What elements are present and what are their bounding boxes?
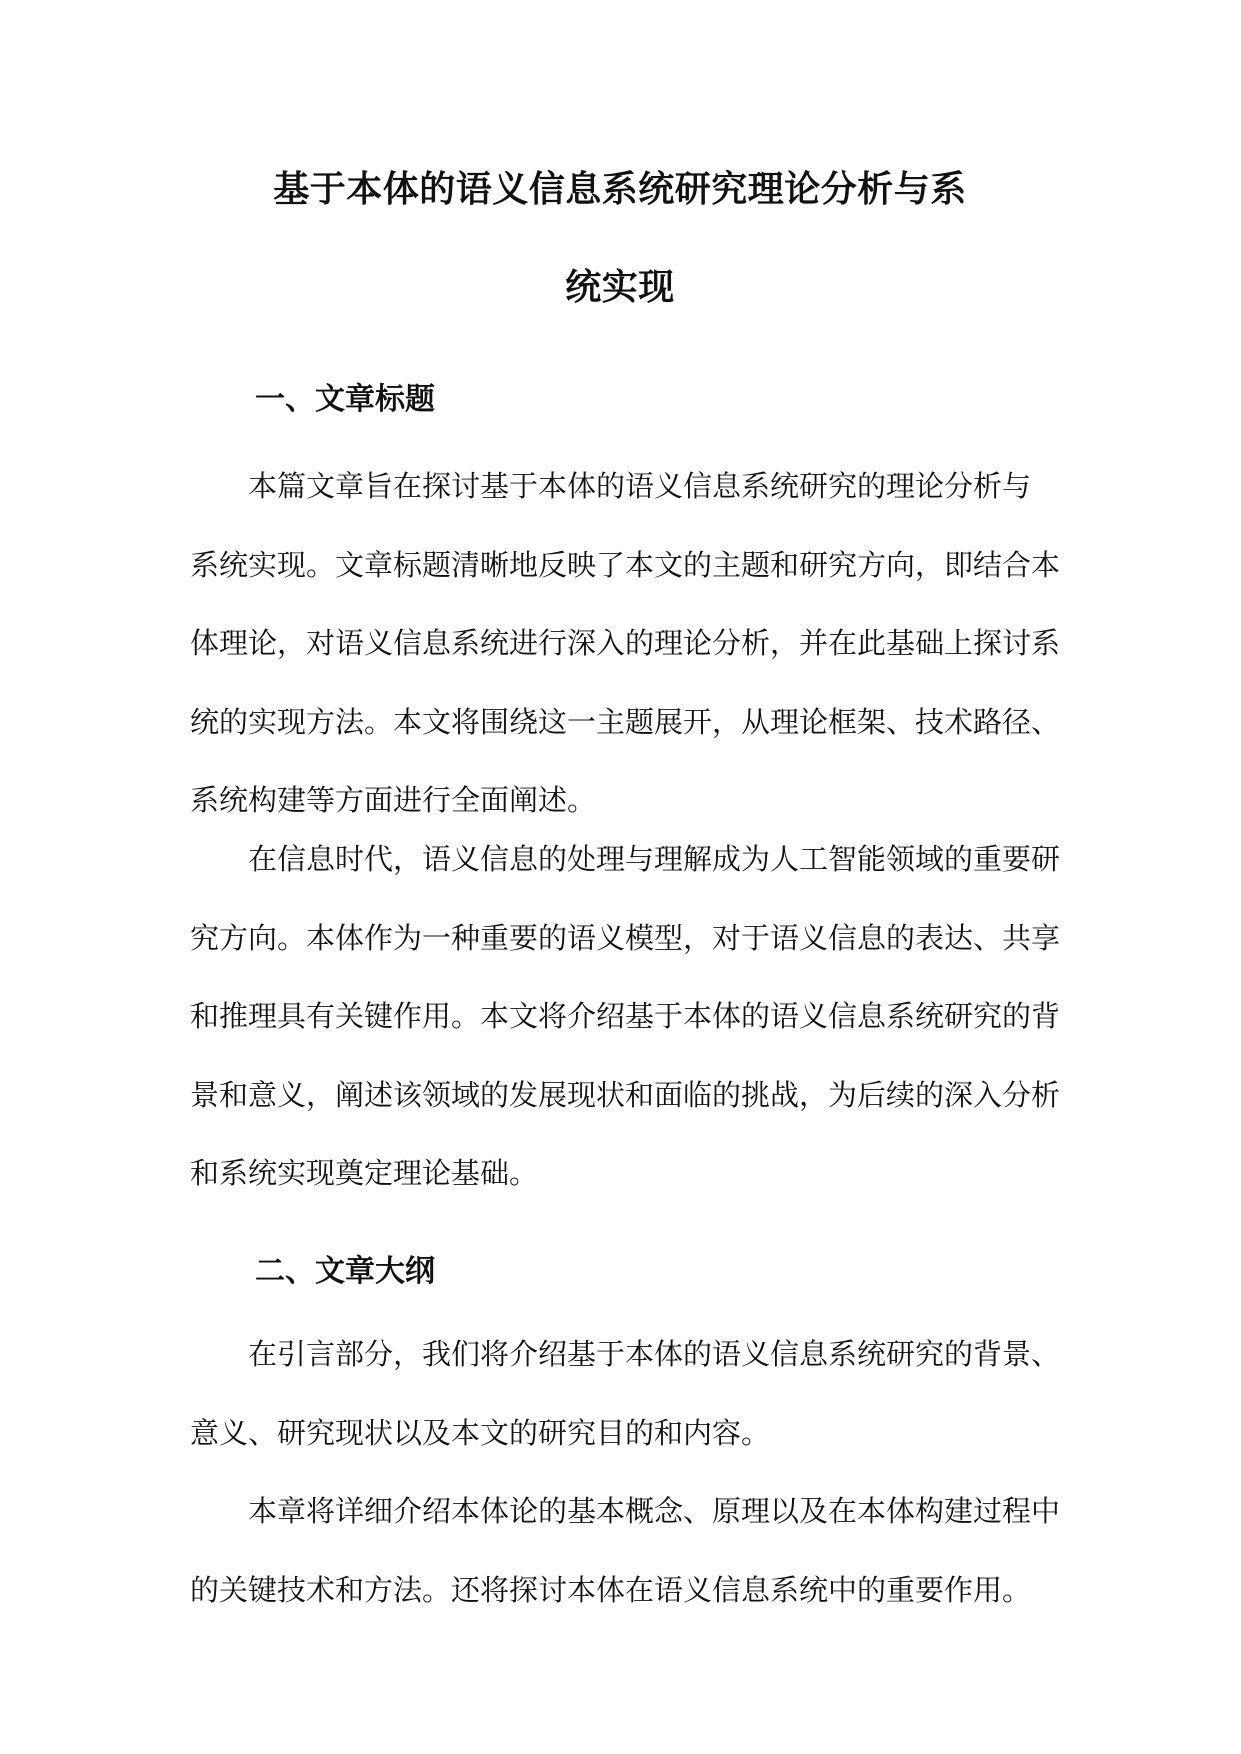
title-line: 统实现	[565, 266, 675, 308]
section-heading: 二、文章大纲	[255, 1254, 435, 1289]
paragraph	[190, 820, 1061, 1213]
paragraph-line: 系统构建等方面进行全面阐述。	[190, 783, 597, 817]
paragraph-line: 统的实现方法。本文将围绕这一主题展开，从理论框架、技术路径、	[190, 704, 1061, 739]
paragraph-line: 究方向。本体作为一种重要的语义模型，对于语义信息的表达、共享	[190, 920, 1061, 955]
paragraph-line: 意义、研究现状以及本文的研究目的和内容。	[190, 1415, 771, 1450]
paragraph-line: 本章将详细介绍本体论的基本概念、原理以及在本体构建过程中	[248, 1494, 1061, 1528]
paragraph-line: 景和意义，阐述该领域的发展现状和面临的挑战，为后续的深入分析	[190, 1077, 1061, 1112]
section-heading: 一、文章标题	[255, 382, 435, 417]
paragraph-line: 的关键技术和方法。还将探讨本体在语义信息系统中的重要作用。	[190, 1572, 1032, 1607]
title-line: 基于本体的语义信息系统研究理论分析与系	[273, 168, 967, 210]
paragraph-line: 系统实现。文章标题清晰地反映了本文的主题和研究方向，即结合本	[190, 547, 1061, 582]
paragraph-line: 在引言部分，我们将介绍基于本体的语义信息系统研究的背景、	[248, 1337, 1061, 1371]
paragraph-line: 和推理具有关键作用。本文将介绍基于本体的语义信息系统研究的背	[190, 999, 1061, 1033]
paragraph-line: 和系统实现奠定理论基础。	[190, 1156, 539, 1190]
document-title	[190, 140, 1050, 336]
paragraph-line: 在信息时代，语义信息的处理与理解成为人工智能领域的重要研	[248, 842, 1061, 876]
paragraph	[190, 1472, 1061, 1629]
paragraph-line: 体理论，对语义信息系统进行深入的理论分析，并在此基础上探讨系	[190, 626, 1061, 660]
paragraph-line: 本篇文章旨在探讨基于本体的语义信息系统研究的理论分析与	[248, 469, 1032, 503]
paragraph	[190, 447, 1061, 840]
paragraph	[190, 1315, 1061, 1472]
